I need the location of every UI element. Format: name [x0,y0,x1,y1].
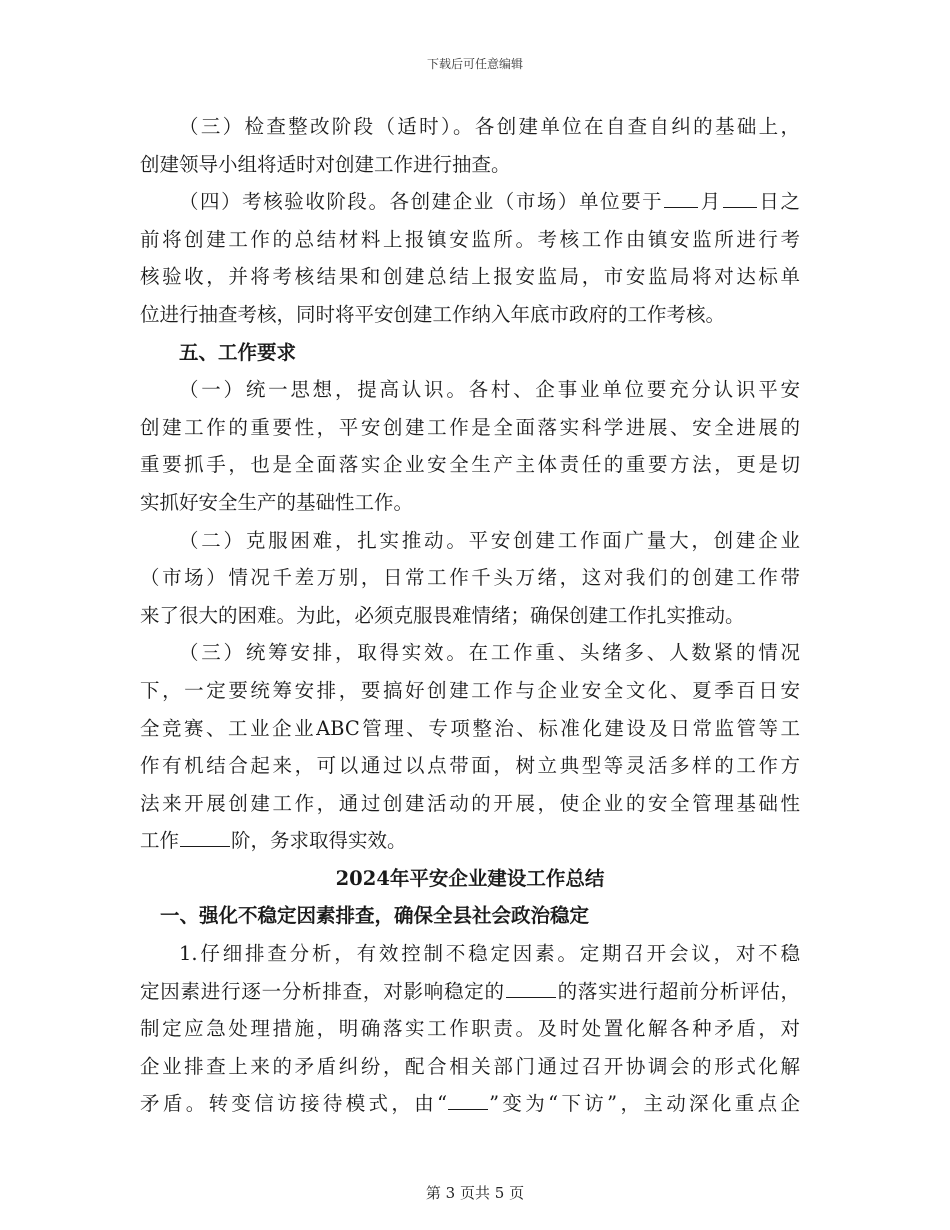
paragraph-line [140,183,800,221]
text-run: （四）考核验收阶段。各创建企业（市场）单位要于 [179,190,664,214]
text-run: 的落实进行超前分析评估， [556,979,800,1003]
paragraph-line: 1.仔细排查分析，有效控制不稳定因素。定期召开会议，对不稳 [179,942,800,966]
section-heading: 一、强化不稳定因素排查，确保全县社会政治稳定 [160,904,590,928]
page-footer: 第 3 页共 5 页 [425,1184,525,1202]
blank-underline [723,187,757,208]
text-run: 日之 [757,190,800,214]
paragraph-line: 下，一定要统筹安排，要搞好创建工作与企业安全文化、夏季百日安 [140,678,800,702]
paragraph-line [140,822,800,860]
paragraph-line: （一）统一思想，提高认识。各村、企事业单位要充分认识平安 [179,378,800,402]
section-heading: 五、工作要求 [179,340,297,364]
page-header: 下载后可任意编辑 [426,57,523,71]
paragraph-line: 实抓好安全生产的基础性工作。 [140,490,414,514]
paragraph-line: （市场）情况千差万别，日常工作千头万绪，这对我们的创建工作带 [140,566,800,590]
blank-underline [448,1089,488,1110]
paragraph-line: 来了很大的困难。为此，必须克服畏难情绪；确保创建工作扎实推动。 [140,603,745,627]
text-run: 阶，务求取得实效。 [231,829,407,853]
paragraph-line: 重要抓手，也是全面落实企业安全生产主体责任的重要方法，更是切 [140,453,800,477]
text-run: ”变为“下访”，主动深化重点企 [489,1092,800,1116]
paragraph-line: 企业排查上来的矛盾纠纷，配合相关部门通过召开协调会的形式化解 [140,1054,800,1078]
paragraph-line: （二）克服困难，扎实推动。平安创建工作面广量大，创建企业 [179,528,800,552]
text-run: 定因素进行逐一分析排查，对影响稳定的 [140,979,505,1003]
document-body [140,108,800,1123]
paragraph-line: 作有机结合起来，可以通过以点带面，树立典型等灵活多样的工作方 [140,754,800,778]
blank-underline [180,826,230,847]
paragraph-line: （三）检查整改阶段（适时）。各创建单位在自查自纠的基础上， [179,115,800,138]
blank-underline [664,187,698,208]
text-run: 月 [699,190,722,214]
paragraph-line: 制定应急处理措施，明确落实工作职责。及时处置化解各种矛盾，对 [140,1017,800,1041]
paragraph-line [140,1085,800,1123]
paragraph-line [140,973,800,1011]
paragraph-line: 法来开展创建工作，通过创建活动的开展，使企业的安全管理基础性 [140,791,800,815]
paragraph-line: （三）统筹安排，取得实效。在工作重、头绪多、人数紧的情况 [179,641,800,665]
text-run: 工作 [140,829,180,853]
paragraph-line: 位进行抽查考核，同时将平安创建工作纳入年底市政府的工作考核。 [140,302,726,326]
paragraph-line: 创建工作的重要性，平安创建工作是全面落实科学进展、安全进展的 [140,415,800,439]
paragraph-line: 创建领导小组将适时对创建工作进行抽查。 [140,152,511,176]
paragraph-line: 前将创建工作的总结材料上报镇安监所。考核工作由镇安监所进行考 [140,227,800,251]
blank-underline [506,976,556,997]
text-run: 矛盾。转变信访接待模式，由“ [140,1092,448,1116]
paragraph-line: 核验收，并将考核结果和创建总结上报安监局，市安监局将对达标单 [140,265,800,289]
document-title: 2024年平安企业建设工作总结 [335,866,605,890]
paragraph-line: 全竞赛、工业企业ABC管理、专项整治、标准化建设及日常监管等工 [140,716,800,740]
